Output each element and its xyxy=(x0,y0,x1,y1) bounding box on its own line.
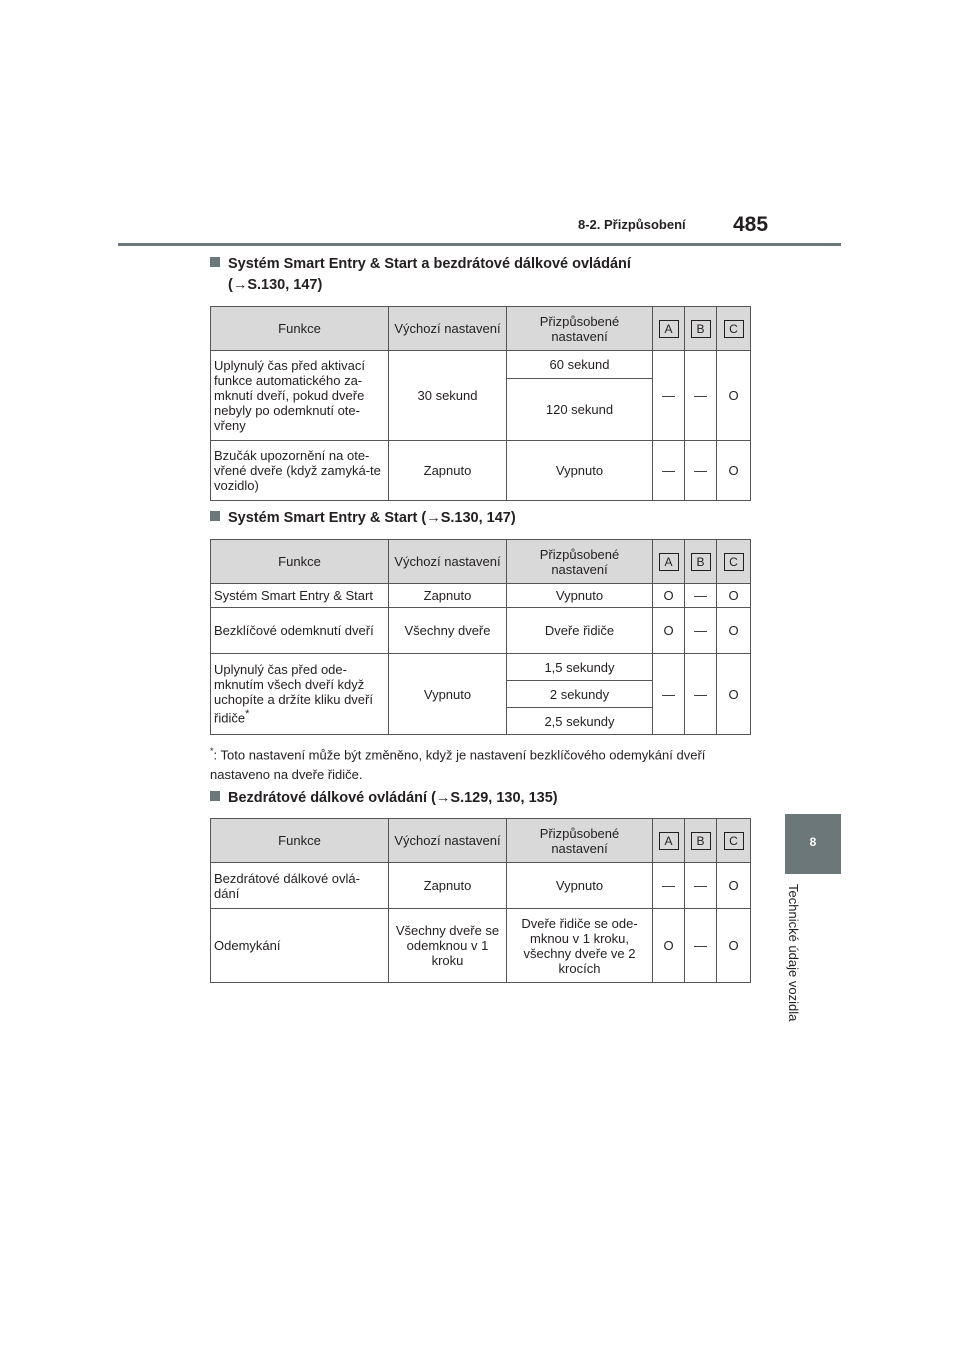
col-prizpusobene: Přizpůsobené nastavení xyxy=(507,819,653,863)
section1-heading xyxy=(210,256,631,272)
table-row xyxy=(211,863,751,909)
col-funkce: Funkce xyxy=(211,819,389,863)
chapter-label: Technické údaje vozidla xyxy=(786,884,801,1022)
table-row xyxy=(211,351,751,379)
cell-funkce: Uplynulý čas před aktivací funkce automatického za-mknutí dveří, pokud dveře nebyly po odemknutí ote-vřeny xyxy=(211,351,389,441)
cell-prizpusobene: Vypnuto xyxy=(507,584,653,608)
cell-vychozi: 30 sekund xyxy=(389,351,507,441)
cell-funkce-text: Uplynulý čas před ode-mknutím všech dveří když uchopíte a držíte kliku dveří řidiče xyxy=(214,662,373,726)
square-bullet-icon xyxy=(210,511,220,521)
cell-b: — xyxy=(685,584,717,608)
col-a xyxy=(653,307,685,351)
col-c xyxy=(717,307,751,351)
letter-b-box: B xyxy=(691,832,711,850)
col-a xyxy=(653,540,685,584)
square-bullet-icon xyxy=(210,791,220,801)
col-a xyxy=(653,819,685,863)
col-prizpusobene: Přizpůsobené nastavení xyxy=(507,307,653,351)
letter-b-box: B xyxy=(691,553,711,571)
section3-table xyxy=(210,818,751,983)
cell-funkce: Systém Smart Entry & Start xyxy=(211,584,389,608)
cell-prizpusobene: Vypnuto xyxy=(507,863,653,909)
cell-vychozi: Zapnuto xyxy=(389,441,507,501)
letter-a-box: A xyxy=(659,832,679,850)
cell-b: — xyxy=(685,608,717,654)
col-funkce: Funkce xyxy=(211,307,389,351)
cell-option: 60 sekund xyxy=(507,351,653,379)
col-b xyxy=(685,819,717,863)
cell-option: 2 sekundy xyxy=(507,681,653,708)
cell-funkce: Bzučák upozornění na ote-vřené dveře (když zamyká-te vozidlo) xyxy=(211,441,389,501)
cell-b: — xyxy=(685,351,717,441)
table-row xyxy=(211,584,751,608)
section1-title: Systém Smart Entry & Start a bezdrátové dálkové ovládání xyxy=(228,256,631,272)
footnote-star: * xyxy=(210,746,214,756)
cell-prizpusobene: Dveře řidiče xyxy=(507,608,653,654)
cell-a: — xyxy=(653,441,685,501)
cell-vychozi: Všechny dveře xyxy=(389,608,507,654)
cell-c: O xyxy=(717,441,751,501)
section2-table xyxy=(210,539,751,735)
col-vychozi: Výchozí nastavení xyxy=(389,819,507,863)
section-header: 8-2. Přizpůsobení xyxy=(578,217,686,232)
header-rule xyxy=(118,243,841,246)
table-header-row xyxy=(211,540,751,584)
cell-funkce: Bezdrátové dálkové ovlá-dání xyxy=(211,863,389,909)
cell-vychozi: Vypnuto xyxy=(389,654,507,735)
col-b xyxy=(685,540,717,584)
cell-funkce xyxy=(211,654,389,735)
cell-c: O xyxy=(717,654,751,735)
section3-heading xyxy=(210,790,558,806)
footnote-mark: * xyxy=(245,708,250,721)
cell-funkce: Bezklíčové odemknutí dveří xyxy=(211,608,389,654)
table-row xyxy=(211,909,751,983)
col-vychozi: Výchozí nastavení xyxy=(389,540,507,584)
footnote-text: : Toto nastavení může být změněno, když je nastavení bezklíčového odemykání dveří nastaveno na dveře řidiče. xyxy=(210,747,706,783)
square-bullet-icon xyxy=(210,257,220,267)
table-row xyxy=(211,654,751,681)
section2-title: Systém Smart Entry & Start (→S.130, 147) xyxy=(228,510,516,526)
letter-a-box: A xyxy=(659,320,679,338)
cell-a: — xyxy=(653,351,685,441)
cell-a: — xyxy=(653,863,685,909)
cell-option: 1,5 sekundy xyxy=(507,654,653,681)
cell-vychozi: Zapnuto xyxy=(389,584,507,608)
letter-b-box: B xyxy=(691,320,711,338)
cell-a: — xyxy=(653,654,685,735)
table-row xyxy=(211,608,751,654)
cell-vychozi: Všechny dveře se odemknou v 1 kroku xyxy=(389,909,507,983)
cell-c: O xyxy=(717,351,751,441)
letter-c-box: C xyxy=(724,832,744,850)
cell-b: — xyxy=(685,909,717,983)
section1-ref: (→S.130, 147) xyxy=(228,277,323,293)
page-number: 485 xyxy=(733,213,769,236)
cell-c: O xyxy=(717,608,751,654)
cell-c: O xyxy=(717,863,751,909)
table-header-row xyxy=(211,819,751,863)
cell-b: — xyxy=(685,654,717,735)
section1-table xyxy=(210,306,751,501)
footnote xyxy=(210,741,750,785)
col-c xyxy=(717,819,751,863)
cell-prizpusobene: Dveře řidiče se ode-mknou v 1 kroku, všechny dveře ve 2 krocích xyxy=(507,909,653,983)
cell-c: O xyxy=(717,909,751,983)
cell-a: O xyxy=(653,909,685,983)
col-b xyxy=(685,307,717,351)
cell-b: — xyxy=(685,441,717,501)
cell-option: 2,5 sekundy xyxy=(507,708,653,735)
col-prizpusobene: Přizpůsobené nastavení xyxy=(507,540,653,584)
cell-c: O xyxy=(717,584,751,608)
cell-a: O xyxy=(653,584,685,608)
cell-funkce: Odemykání xyxy=(211,909,389,983)
cell-a: O xyxy=(653,608,685,654)
section2-heading xyxy=(210,510,516,526)
section3-title: Bezdrátové dálkové ovládání (→S.129, 130, 135) xyxy=(228,790,558,806)
table-row xyxy=(211,441,751,501)
table-header-row xyxy=(211,307,751,351)
cell-b: — xyxy=(685,863,717,909)
cell-prizpusobene: Vypnuto xyxy=(507,441,653,501)
cell-option: 120 sekund xyxy=(507,379,653,441)
chapter-number: 8 xyxy=(809,835,817,849)
letter-c-box: C xyxy=(724,553,744,571)
letter-c-box: C xyxy=(724,320,744,338)
col-c xyxy=(717,540,751,584)
col-funkce: Funkce xyxy=(211,540,389,584)
col-vychozi: Výchozí nastavení xyxy=(389,307,507,351)
letter-a-box: A xyxy=(659,553,679,571)
cell-vychozi: Zapnuto xyxy=(389,863,507,909)
